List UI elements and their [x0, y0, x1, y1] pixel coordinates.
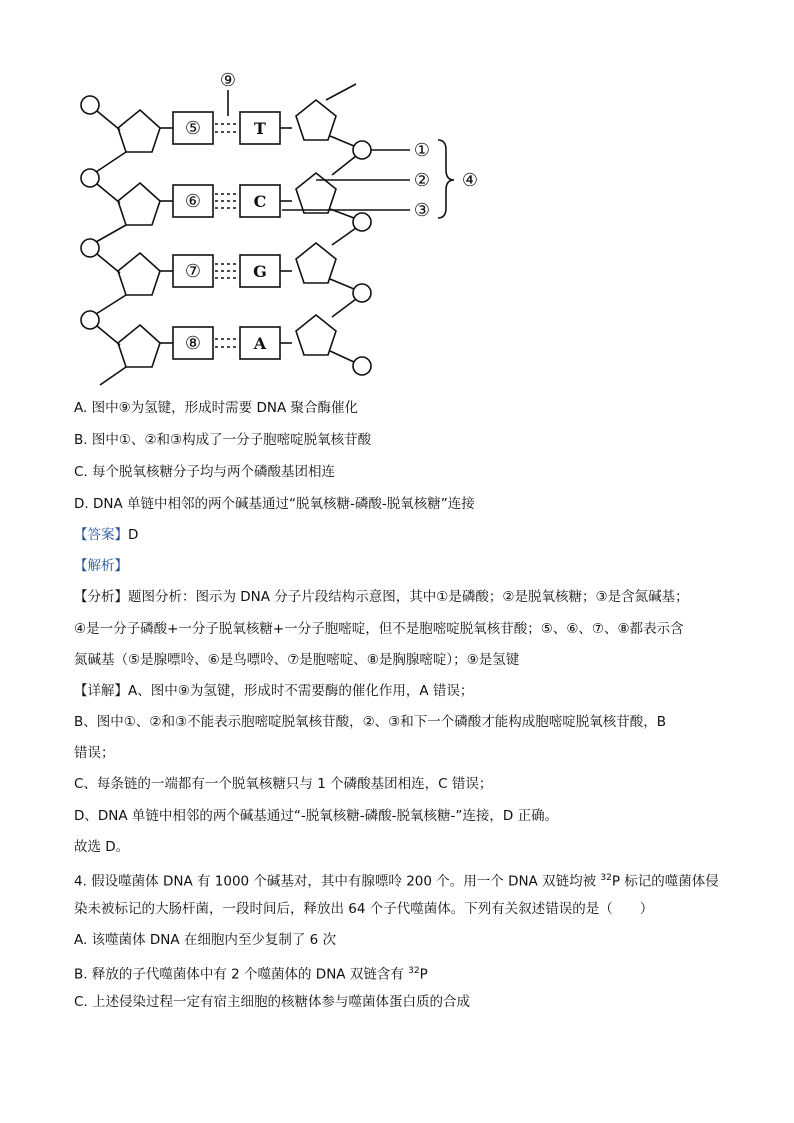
right-sugar-4 — [296, 315, 336, 355]
question4-b-post: P — [419, 966, 428, 983]
detail-line-1: 【详解】A、图中⑨为氢键，形成时不需要酶的催化作用，A 错误； — [74, 683, 474, 699]
question4-option-a: A. 该噬菌体 DNA 在细胞内至少复制了 6 次 — [74, 932, 337, 948]
base-t-label: T — [254, 119, 266, 138]
option-c: C. 每个脱氧核糖分子均与两个磷酸基团相连 — [74, 464, 336, 480]
answer-value: D — [128, 527, 139, 543]
analysis-line-2: ④是一分子磷酸+一分子脱氧核糖+一分子胞嘧啶，但不是胞嘧啶脱氧核苷酸；⑤、⑥、⑦、⑧都表示含 — [74, 621, 684, 637]
detail-line-3: 错误； — [74, 745, 115, 761]
left-sugar-3 — [118, 253, 160, 295]
side-label-1: ① — [413, 140, 431, 161]
right-sugar-3 — [296, 243, 336, 283]
box-label-6: ⑥ — [184, 191, 202, 212]
left-phosphate-1 — [81, 96, 99, 114]
option-a: A. 图中⑨为氢键，形成时需要 DNA 聚合酶催化 — [74, 400, 358, 416]
box-label-8: ⑧ — [184, 333, 202, 354]
right-sugar-2 — [296, 173, 336, 213]
option-d: D. DNA 单链中相邻的两个碱基通过“脱氧核糖-磷酸-脱氧核糖”连接 — [74, 496, 475, 512]
question4-l1-pre: 4. 假设噬菌体 DNA 有 1000 个碱基对，其中有腺嘌呤 200 个。用一个 DNA 双链均被 — [74, 873, 601, 890]
isotope-superscript: 32 — [600, 873, 612, 883]
base-c-label: C — [253, 192, 267, 211]
question4-b-pre: B. 释放的子代噬菌体中有 2 个噬菌体的 DNA 双链含有 — [74, 966, 409, 983]
brace-label-4: ④ — [461, 170, 479, 191]
analysis-line-1: 【分析】题图分析：图示为 DNA 分子片段结构示意图，其中①是磷酸；②是脱氧核糖；③是含氮碱基； — [74, 589, 689, 605]
analysis-line-3: 氮碱基（⑤是腺嘌呤、⑥是鸟嘌呤、⑦是胞嘧啶、⑧是胸腺嘧啶）；⑨是氢键 — [74, 652, 520, 668]
question4-option-c: C. 上述侵染过程一定有宿主细胞的核糖体参与噬菌体蛋白质的合成 — [74, 994, 471, 1010]
analysis-title: 【解析】 — [74, 558, 128, 574]
detail-line-4: C、每条链的一端都有一个脱氧核糖只与 1 个磷酸基团相连，C 错误； — [74, 776, 493, 792]
box-label-5: ⑤ — [184, 118, 202, 139]
left-sugar-4 — [118, 325, 160, 367]
answer-label: 【答案】 — [74, 527, 128, 543]
side-label-3: ③ — [413, 200, 431, 221]
bond-label-9: ⑨ — [219, 70, 237, 91]
dna-structure-diagram — [60, 70, 500, 390]
box-label-7: ⑦ — [184, 261, 202, 282]
detail-line-6: 故选 D。 — [74, 839, 130, 855]
side-label-2: ② — [413, 170, 431, 191]
base-a-label: A — [253, 334, 267, 353]
question4-line-2: 染未被标记的大肠杆菌，一段时间后，释放出 64 个子代噬菌体。下列有关叙述错误的是（ ） — [74, 901, 654, 917]
answer-line — [74, 525, 138, 545]
detail-line-5: D、DNA 单链中相邻的两个碱基通过“-脱氧核糖-磷酸-脱氧核糖-”连接，D 正确。 — [74, 808, 559, 824]
detail-line-2: B、图中①、②和③不能表示胞嘧啶脱氧核苷酸，②、③和下一个磷酸才能构成胞嘧啶脱氧核苷酸，B — [74, 714, 667, 730]
isotope-superscript-b: 32 — [408, 966, 420, 976]
question4-option-b — [74, 961, 428, 985]
option-b: B. 图中①、②和③构成了一分子胞嘧啶脱氧核苷酸 — [74, 432, 372, 448]
left-sugar-2 — [118, 183, 160, 225]
right-phosphate-4 — [353, 357, 371, 375]
question4-line-1 — [74, 868, 719, 892]
base-g-label: G — [253, 262, 267, 281]
question4-l1-post: P 标记的噬菌体侵 — [611, 873, 719, 890]
right-sugar-1 — [296, 100, 336, 140]
left-sugar-1 — [118, 110, 160, 152]
